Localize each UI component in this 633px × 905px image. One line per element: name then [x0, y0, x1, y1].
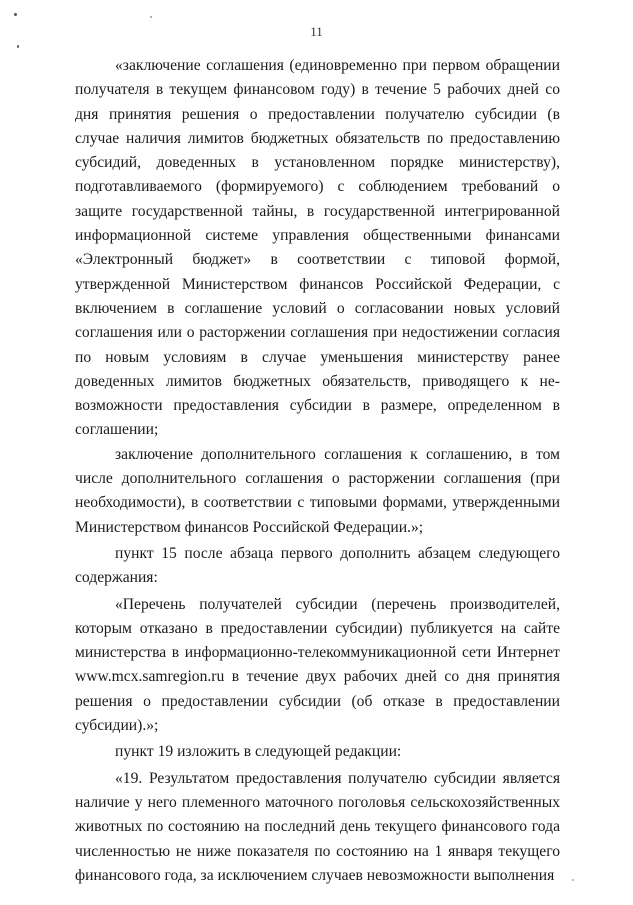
scan-speck	[14, 13, 17, 16]
document-body	[75, 54, 560, 888]
page-number: 11	[310, 24, 323, 39]
paragraph-agreement-conclusion: «заключение соглашения (единовременно при первом обращении получателя в текущем финансовом году) в течение 5 рабочих дней со дня принятия решения о предоставлении получателю субсидии (в случае наличия лимитов бюджетных обязательств по предоставлению субсидий, доведенных в установленном порядке министерству), подготавливаемого (формируемого) с соблюдением требований о защите государственной тайны, в государственной интегрированной информационной системе управления общественными финансами «Электронный бюджет» в соответствии с типовой формой, утвержденной Министерством финансов Российской Федерации, с включением в соглашение условий о согласовании новых условий соглашения или о расторжении соглашения при недостижении согласия по новым условиям в случае уменьшения министерству ранее доведенных лимитов бюджетных обязательств, приводящего к невозможности предоставления субсидии в размере, определенном в соглашении;	[75, 57, 560, 439]
paragraph-item-19-amendment: пункт 19 изложить в следующей редакции:	[115, 743, 402, 761]
paragraph-additional-agreement: заключение дополнительного соглашения к соглашению, в том числе дополнительного соглашения о расторжении соглашения (при необходимости), в соответствии с типовыми формами, утвержденными Министерством финансов Российской Федерации.»;	[75, 445, 560, 536]
scan-speck	[150, 16, 152, 18]
paragraph-recipients-list: «Перечень получателей субсидии (перечень производителей, которым отказано в предоставлении субсидии) публикуется на сайте министерства в информационно-телекоммуникационной сети Интернет www.mcx.samregion.ru в течение двух рабочих дней со дня принятия решения о предоставлении субсидии (об отказе в предоставлении субсидии).»;	[75, 595, 560, 735]
scan-speck	[17, 45, 19, 48]
scan-speck	[572, 879, 574, 881]
paragraph-item-15-amendment: пункт 15 после абзаца первого дополнить абзацем следующего содержания:	[75, 544, 560, 587]
paragraph-item-19-text: «19. Результатом предоставления получателю субсидии является наличие у него племенного маточного поголовья сельскохозяйственных животных по состоянию на последний день текущего финансового года численностью не ниже показателя по состоянию на 1 января текущего финансового года, за исключением случаев невозможности выполнения	[75, 769, 560, 884]
